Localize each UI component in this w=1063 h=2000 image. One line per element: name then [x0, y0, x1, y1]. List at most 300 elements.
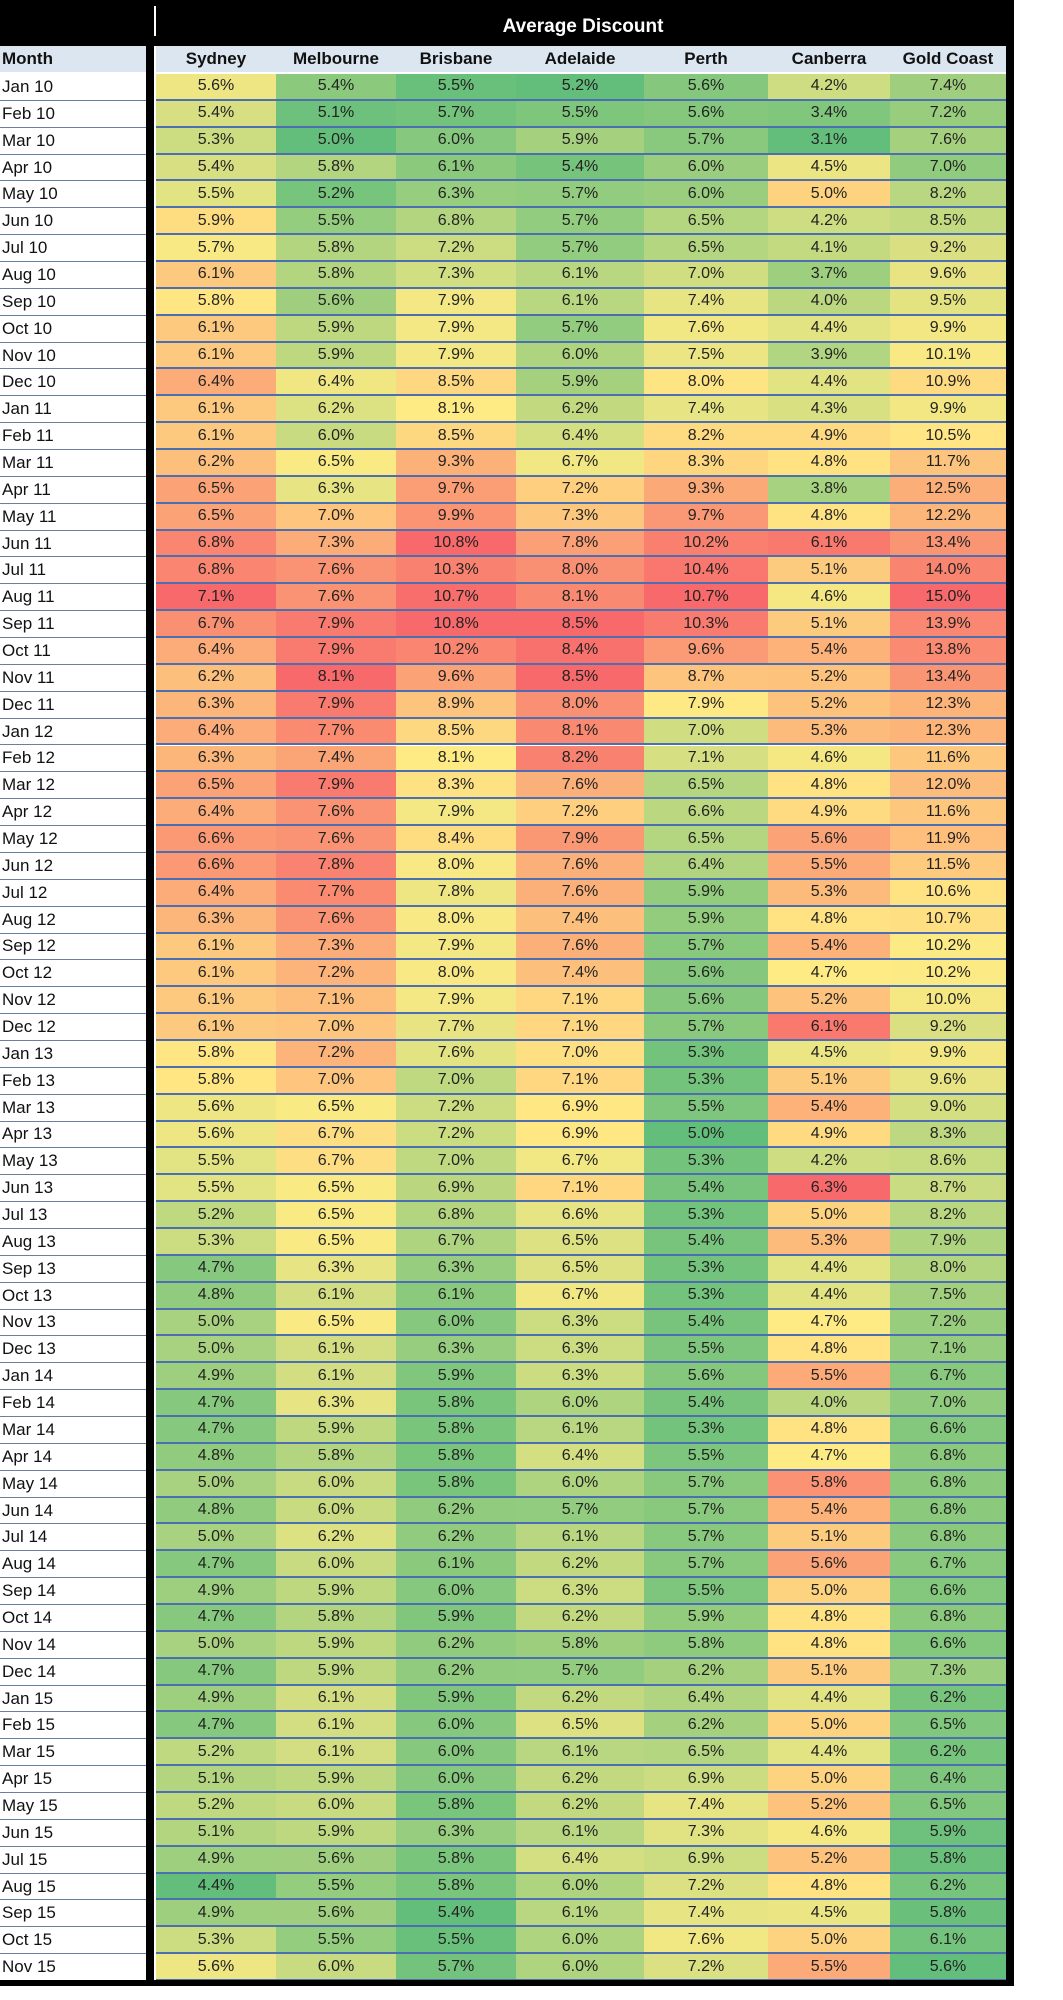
- heatmap-cell: 4.0%: [768, 289, 890, 316]
- heatmap-cell: 15.0%: [890, 584, 1006, 611]
- heatmap-cell: 6.5%: [644, 208, 768, 235]
- column-header-perth: Perth: [644, 46, 768, 72]
- heatmap-cell: 4.2%: [768, 208, 890, 235]
- row-label: May 11: [0, 504, 146, 531]
- heatmap-cell: 5.3%: [768, 880, 890, 907]
- heatmap-cell: 5.9%: [644, 1605, 768, 1632]
- heatmap-cell: 8.1%: [516, 719, 644, 746]
- heatmap-cell: 4.4%: [768, 316, 890, 343]
- heatmap-cell: 8.5%: [516, 665, 644, 692]
- heatmap-cell: 6.5%: [890, 1712, 1006, 1739]
- heatmap-cell: 5.5%: [768, 1954, 890, 1981]
- heatmap-cell: 5.7%: [644, 1471, 768, 1498]
- heatmap-cell: 5.6%: [644, 101, 768, 128]
- heatmap-cell: 6.4%: [156, 880, 276, 907]
- heatmap-cell: 7.9%: [396, 289, 516, 316]
- heatmap-cell: 10.8%: [396, 531, 516, 558]
- heatmap-cell: 10.3%: [644, 611, 768, 638]
- heatmap-cell: 6.3%: [156, 907, 276, 934]
- heatmap-cell: 7.0%: [516, 1041, 644, 1068]
- heatmap-cell: 6.2%: [396, 1632, 516, 1659]
- heatmap-cell: 7.0%: [276, 1014, 396, 1041]
- heatmap-cell: 9.6%: [396, 665, 516, 692]
- row-label: Jun 14: [0, 1498, 146, 1525]
- heatmap-cell: 6.3%: [396, 1336, 516, 1363]
- heatmap-cell: 5.6%: [644, 987, 768, 1014]
- heatmap-cell: 5.5%: [156, 181, 276, 208]
- heatmap-cell: 6.3%: [156, 746, 276, 773]
- heatmap-cell: 4.8%: [156, 1498, 276, 1525]
- heatmap-cell: 7.2%: [396, 1095, 516, 1122]
- heatmap-cell: 7.2%: [644, 1954, 768, 1981]
- heatmap-cell: 6.2%: [276, 1524, 396, 1551]
- row-label: Jun 15: [0, 1820, 146, 1847]
- heatmap-cell: 8.0%: [396, 907, 516, 934]
- heatmap-cell: 5.4%: [516, 155, 644, 182]
- heatmap-cell: 13.9%: [890, 611, 1006, 638]
- heatmap-cell: 4.8%: [768, 1336, 890, 1363]
- heatmap-cell: 8.0%: [516, 692, 644, 719]
- heatmap-cell: 5.4%: [768, 1095, 890, 1122]
- heatmap-cell: 5.6%: [156, 74, 276, 101]
- heatmap-cell: 9.0%: [890, 1095, 1006, 1122]
- heatmap-cell: 5.9%: [644, 880, 768, 907]
- heatmap-cell: 8.1%: [516, 584, 644, 611]
- row-label: Dec 11: [0, 692, 146, 719]
- column-header-sydney: Sydney: [156, 46, 276, 72]
- heatmap-cell: 5.0%: [156, 1524, 276, 1551]
- heatmap-cell: 5.8%: [644, 1632, 768, 1659]
- heatmap-cell: 10.2%: [396, 638, 516, 665]
- heatmap-cell: 12.2%: [890, 504, 1006, 531]
- heatmap-cell: 6.2%: [396, 1498, 516, 1525]
- heatmap-cell: 11.5%: [890, 853, 1006, 880]
- heatmap-cell: 9.9%: [890, 396, 1006, 423]
- heatmap-cell: 5.8%: [276, 1605, 396, 1632]
- heatmap-cell: 6.2%: [644, 1659, 768, 1686]
- heatmap-cell: 9.9%: [890, 316, 1006, 343]
- heatmap-cell: 8.0%: [890, 1256, 1006, 1283]
- heatmap-cell: 6.4%: [516, 423, 644, 450]
- heatmap-cell: 7.6%: [276, 584, 396, 611]
- heatmap-cell: 5.6%: [276, 1900, 396, 1927]
- row-label: Nov 12: [0, 987, 146, 1014]
- heatmap-cell: 6.7%: [276, 1148, 396, 1175]
- heatmap-cell: 5.6%: [644, 1363, 768, 1390]
- heatmap-cell: 9.9%: [396, 504, 516, 531]
- heatmap-cell: 7.4%: [644, 1900, 768, 1927]
- heatmap-cell: 6.3%: [276, 1390, 396, 1417]
- heatmap-cell: 7.9%: [396, 343, 516, 370]
- heatmap-cell: 7.6%: [644, 1927, 768, 1954]
- heatmap-cell: 5.8%: [890, 1847, 1006, 1874]
- heatmap-cell: 5.0%: [156, 1336, 276, 1363]
- column-header-adelaide: Adelaide: [516, 46, 644, 72]
- heatmap-cell: 5.2%: [516, 74, 644, 101]
- heatmap-cell: 7.5%: [890, 1283, 1006, 1310]
- heatmap-cell: 5.7%: [396, 1954, 516, 1981]
- heatmap-cell: 5.2%: [768, 665, 890, 692]
- heatmap-cell: 6.0%: [396, 1310, 516, 1337]
- heatmap-cell: 6.5%: [516, 1229, 644, 1256]
- heatmap-cell: 4.8%: [768, 504, 890, 531]
- heatmap-cell: 6.7%: [516, 450, 644, 477]
- heatmap-cell: 5.7%: [396, 101, 516, 128]
- heatmap-cell: 10.2%: [890, 960, 1006, 987]
- heatmap-cell: 5.4%: [644, 1175, 768, 1202]
- heatmap-cell: 6.1%: [156, 987, 276, 1014]
- row-label: Feb 10: [0, 101, 146, 128]
- heatmap-cell: 5.3%: [644, 1283, 768, 1310]
- row-label: Nov 14: [0, 1632, 146, 1659]
- heatmap-cell: 6.8%: [890, 1605, 1006, 1632]
- heatmap-cell: 5.5%: [396, 74, 516, 101]
- row-label: Feb 13: [0, 1068, 146, 1095]
- heatmap-cell: 5.1%: [768, 1068, 890, 1095]
- heatmap-cell: 7.6%: [516, 772, 644, 799]
- heatmap-cell: 6.1%: [156, 423, 276, 450]
- heatmap-cell: 6.5%: [276, 1310, 396, 1337]
- heatmap-cell: 7.6%: [276, 557, 396, 584]
- heatmap-cell: 7.1%: [156, 584, 276, 611]
- heatmap-cell: 5.8%: [396, 1471, 516, 1498]
- heatmap-cell: 5.4%: [396, 1900, 516, 1927]
- row-label: Aug 13: [0, 1229, 146, 1256]
- row-label: Oct 13: [0, 1283, 146, 1310]
- heatmap-cell: 5.3%: [156, 1229, 276, 1256]
- row-label: Apr 14: [0, 1444, 146, 1471]
- heatmap-cell: 5.3%: [644, 1417, 768, 1444]
- heatmap-cell: 5.5%: [156, 1148, 276, 1175]
- heatmap-cell: 5.9%: [276, 1820, 396, 1847]
- heatmap-cell: 5.7%: [644, 1524, 768, 1551]
- heatmap-cell: 5.5%: [516, 101, 644, 128]
- heatmap-cell: 6.0%: [276, 1954, 396, 1981]
- heatmap-cell: 6.3%: [516, 1336, 644, 1363]
- heatmap-cell: 5.5%: [644, 1444, 768, 1471]
- heatmap-cell: 4.7%: [156, 1256, 276, 1283]
- heatmap-cell: 8.0%: [396, 960, 516, 987]
- heatmap-cell: 5.3%: [644, 1202, 768, 1229]
- heatmap-cell: 5.6%: [644, 960, 768, 987]
- heatmap-cell: 7.7%: [276, 880, 396, 907]
- heatmap-cell: 4.5%: [768, 1900, 890, 1927]
- heatmap-cell: 4.8%: [768, 450, 890, 477]
- heatmap-cell: 7.9%: [890, 1229, 1006, 1256]
- heatmap-cell: 7.3%: [890, 1659, 1006, 1686]
- row-label: Nov 15: [0, 1954, 146, 1981]
- heatmap-cell: 3.7%: [768, 262, 890, 289]
- heatmap-cell: 8.5%: [516, 611, 644, 638]
- row-label: Jul 10: [0, 235, 146, 262]
- heatmap-cell: 5.5%: [276, 1874, 396, 1901]
- heatmap-cell: 7.1%: [516, 1068, 644, 1095]
- heatmap-cell: 7.0%: [890, 1390, 1006, 1417]
- heatmap-cell: 4.8%: [768, 1632, 890, 1659]
- heatmap-cell: 4.2%: [768, 74, 890, 101]
- heatmap-cell: 6.4%: [156, 369, 276, 396]
- heatmap-cell: 5.4%: [768, 638, 890, 665]
- heatmap-cell: 5.3%: [644, 1256, 768, 1283]
- heatmap-cell: 5.6%: [768, 826, 890, 853]
- heatmap-cell: 10.9%: [890, 369, 1006, 396]
- heatmap-cell: 10.4%: [644, 557, 768, 584]
- heatmap-cell: 7.5%: [644, 343, 768, 370]
- heatmap-cell: 5.6%: [276, 1847, 396, 1874]
- heatmap-cell: 6.2%: [396, 1659, 516, 1686]
- heatmap-cell: 6.1%: [516, 262, 644, 289]
- heatmap-cell: 5.2%: [156, 1739, 276, 1766]
- row-label: Mar 11: [0, 450, 146, 477]
- heatmap-cell: 4.7%: [156, 1551, 276, 1578]
- row-label: Jun 11: [0, 531, 146, 558]
- heatmap-cell: 10.6%: [890, 880, 1006, 907]
- heatmap-cell: 6.1%: [516, 1820, 644, 1847]
- row-label: Jul 11: [0, 557, 146, 584]
- heatmap-cell: 6.6%: [156, 826, 276, 853]
- heatmap-cell: 8.4%: [516, 638, 644, 665]
- heatmap-cell: 7.9%: [396, 799, 516, 826]
- row-label: Jan 12: [0, 719, 146, 746]
- row-label: Mar 14: [0, 1417, 146, 1444]
- heatmap-cell: 5.1%: [768, 1524, 890, 1551]
- heatmap-cell: 5.8%: [396, 1793, 516, 1820]
- heatmap-cell: 6.5%: [644, 235, 768, 262]
- heatmap-cell: 7.0%: [644, 719, 768, 746]
- row-label: Aug 15: [0, 1874, 146, 1901]
- row-label: May 13: [0, 1148, 146, 1175]
- heatmap-cell: 5.5%: [644, 1336, 768, 1363]
- heatmap-cell: 5.7%: [516, 181, 644, 208]
- heatmap-cell: 3.4%: [768, 101, 890, 128]
- heatmap-cell: 7.7%: [396, 1014, 516, 1041]
- heatmap-cell: 5.8%: [396, 1390, 516, 1417]
- heatmap-cell: 7.6%: [890, 128, 1006, 155]
- heatmap-cell: 4.8%: [768, 772, 890, 799]
- heatmap-cell: 6.1%: [768, 531, 890, 558]
- heatmap-cell: 7.8%: [396, 880, 516, 907]
- heatmap-cell: 5.7%: [644, 128, 768, 155]
- heatmap-cell: 7.9%: [276, 638, 396, 665]
- row-label: Sep 12: [0, 934, 146, 961]
- heatmap-cell: 6.4%: [156, 638, 276, 665]
- heatmap-cell: 5.0%: [156, 1310, 276, 1337]
- heatmap-cell: 6.4%: [644, 1686, 768, 1713]
- heatmap-cell: 5.7%: [516, 316, 644, 343]
- heatmap-cell: 9.3%: [644, 477, 768, 504]
- heatmap-cell: 6.9%: [396, 1175, 516, 1202]
- heatmap-cell: 7.1%: [516, 987, 644, 1014]
- heatmap-cell: 6.9%: [644, 1766, 768, 1793]
- heatmap-cell: 6.2%: [890, 1874, 1006, 1901]
- heatmap-cell: 5.9%: [396, 1363, 516, 1390]
- heatmap-cell: 7.4%: [644, 289, 768, 316]
- heatmap-cell: 8.1%: [396, 746, 516, 773]
- heatmap-cell: 5.2%: [768, 692, 890, 719]
- heatmap-cell: 6.0%: [396, 1578, 516, 1605]
- row-label: Jan 13: [0, 1041, 146, 1068]
- row-label: Jul 13: [0, 1202, 146, 1229]
- row-label: Sep 10: [0, 289, 146, 316]
- heatmap-cell: 7.7%: [276, 719, 396, 746]
- heatmap-cell: 3.8%: [768, 477, 890, 504]
- heatmap-cell: 5.6%: [156, 1122, 276, 1149]
- heatmap-cell: 6.8%: [156, 557, 276, 584]
- heatmap-cell: 5.8%: [276, 155, 396, 182]
- row-label: Mar 15: [0, 1739, 146, 1766]
- heatmap-cell: 7.2%: [276, 960, 396, 987]
- heatmap-cell: 6.2%: [890, 1686, 1006, 1713]
- heatmap-cell: 6.6%: [890, 1578, 1006, 1605]
- heatmap-cell: 6.8%: [890, 1444, 1006, 1471]
- heatmap-cell: 6.1%: [890, 1927, 1006, 1954]
- row-label: Feb 14: [0, 1390, 146, 1417]
- heatmap-cell: 4.2%: [768, 1148, 890, 1175]
- heatmap-cell: 4.4%: [768, 1283, 890, 1310]
- heatmap-cell: 6.4%: [516, 1847, 644, 1874]
- heatmap-cell: 9.2%: [890, 235, 1006, 262]
- heatmap-cell: 5.5%: [768, 853, 890, 880]
- heatmap-cell: 6.8%: [890, 1498, 1006, 1525]
- column-header-canberra: Canberra: [768, 46, 890, 72]
- row-label: Oct 15: [0, 1927, 146, 1954]
- heatmap-cell: 9.2%: [890, 1014, 1006, 1041]
- heatmap-cell: 4.8%: [156, 1283, 276, 1310]
- heatmap-cell: 4.7%: [156, 1605, 276, 1632]
- heatmap-cell: 6.2%: [516, 396, 644, 423]
- heatmap-cell: 5.9%: [516, 369, 644, 396]
- column-divider: [146, 0, 154, 1986]
- heatmap-cell: 5.1%: [156, 1766, 276, 1793]
- row-label: Jan 15: [0, 1686, 146, 1713]
- heatmap-cell: 9.9%: [890, 1041, 1006, 1068]
- heatmap-cell: 7.2%: [516, 799, 644, 826]
- heatmap-cell: 5.5%: [396, 1927, 516, 1954]
- row-label: Mar 12: [0, 772, 146, 799]
- row-label: Feb 11: [0, 423, 146, 450]
- heatmap-cell: 6.4%: [156, 799, 276, 826]
- heatmap-cell: 6.9%: [516, 1095, 644, 1122]
- heatmap-cell: 7.9%: [396, 934, 516, 961]
- heatmap-cell: 6.1%: [396, 1551, 516, 1578]
- heatmap-cell: 6.4%: [156, 719, 276, 746]
- heatmap-cell: 9.7%: [396, 477, 516, 504]
- heatmap-cell: 7.0%: [396, 1148, 516, 1175]
- column-header-gold-coast: Gold Coast: [890, 46, 1006, 72]
- heatmap-cell: 6.8%: [396, 1202, 516, 1229]
- heatmap-cell: 5.6%: [890, 1954, 1006, 1981]
- row-label: Aug 10: [0, 262, 146, 289]
- heatmap-cell: 7.1%: [516, 1014, 644, 1041]
- heatmap-cell: 8.0%: [396, 853, 516, 880]
- heatmap-cell: 7.1%: [890, 1336, 1006, 1363]
- heatmap-cell: 5.7%: [516, 208, 644, 235]
- heatmap-cell: 6.1%: [276, 1686, 396, 1713]
- heatmap-cell: 8.3%: [644, 450, 768, 477]
- row-label: Aug 12: [0, 907, 146, 934]
- heatmap-cell: 5.6%: [276, 289, 396, 316]
- heatmap-cell: 4.4%: [768, 369, 890, 396]
- heatmap-cell: 9.5%: [890, 289, 1006, 316]
- heatmap-cell: 5.8%: [396, 1874, 516, 1901]
- heatmap-cell: 4.9%: [768, 423, 890, 450]
- bottom-border: [0, 1980, 1014, 1986]
- row-label: Apr 10: [0, 155, 146, 182]
- heatmap-cell: 4.0%: [768, 1390, 890, 1417]
- row-label: Feb 15: [0, 1712, 146, 1739]
- heatmap-cell: 6.1%: [396, 155, 516, 182]
- heatmap-cell: 4.9%: [156, 1847, 276, 1874]
- heatmap-cell: 6.7%: [890, 1551, 1006, 1578]
- heatmap-cell: 5.0%: [644, 1122, 768, 1149]
- heatmap-cell: 13.8%: [890, 638, 1006, 665]
- heatmap-cell: 5.6%: [768, 1551, 890, 1578]
- heatmap-cell: 6.2%: [644, 1712, 768, 1739]
- heatmap-cell: 5.5%: [644, 1095, 768, 1122]
- heatmap-cell: 5.8%: [156, 1041, 276, 1068]
- heatmap-cell: 5.1%: [156, 1820, 276, 1847]
- heatmap-cell: 7.1%: [644, 746, 768, 773]
- heatmap-cell: 5.0%: [768, 181, 890, 208]
- row-label: Oct 10: [0, 316, 146, 343]
- heatmap-cell: 6.5%: [276, 1175, 396, 1202]
- heatmap-cell: 5.0%: [768, 1766, 890, 1793]
- heatmap-cell: 5.9%: [644, 907, 768, 934]
- heatmap-cell: 6.5%: [156, 504, 276, 531]
- heatmap-cell: 5.2%: [768, 987, 890, 1014]
- heatmap-cell: 6.2%: [516, 1793, 644, 1820]
- heatmap-cell: 11.7%: [890, 450, 1006, 477]
- heatmap-cell: 5.0%: [156, 1632, 276, 1659]
- heatmap-cell: 6.0%: [276, 1498, 396, 1525]
- heatmap-cell: 6.1%: [156, 1014, 276, 1041]
- heatmap-cell: 7.6%: [644, 316, 768, 343]
- heatmap-cell: 5.8%: [396, 1847, 516, 1874]
- heatmap-cell: 7.3%: [276, 934, 396, 961]
- heatmap-cell: 3.9%: [768, 343, 890, 370]
- row-label: May 12: [0, 826, 146, 853]
- heatmap-cell: 7.2%: [396, 235, 516, 262]
- heatmap-cell: 6.7%: [396, 1229, 516, 1256]
- row-label: May 14: [0, 1471, 146, 1498]
- heatmap-cell: 6.0%: [516, 1927, 644, 1954]
- heatmap-cell: 7.3%: [396, 262, 516, 289]
- heatmap-cell: 5.8%: [396, 1417, 516, 1444]
- heatmap-cell: 6.7%: [516, 1148, 644, 1175]
- heatmap-cell: 5.1%: [276, 101, 396, 128]
- heatmap-cell: 4.9%: [768, 1122, 890, 1149]
- heatmap-cell: 8.5%: [396, 423, 516, 450]
- heatmap-cell: 12.5%: [890, 477, 1006, 504]
- heatmap-cell: 7.2%: [890, 1310, 1006, 1337]
- heatmap-cell: 6.0%: [276, 423, 396, 450]
- heatmap-cell: 5.9%: [276, 1659, 396, 1686]
- heatmap-cell: 4.6%: [768, 584, 890, 611]
- heatmap-cell: 7.1%: [276, 987, 396, 1014]
- heatmap-cell: 14.0%: [890, 557, 1006, 584]
- heatmap-cell: 7.2%: [644, 1874, 768, 1901]
- heatmap-cell: 4.5%: [768, 1041, 890, 1068]
- heatmap-cell: 5.8%: [276, 1444, 396, 1471]
- heatmap-cell: 7.4%: [276, 746, 396, 773]
- heatmap-cell: 5.3%: [768, 1229, 890, 1256]
- heatmap-cell: 7.0%: [276, 1068, 396, 1095]
- heatmap-cell: 5.4%: [768, 1498, 890, 1525]
- heatmap-cell: 6.2%: [890, 1739, 1006, 1766]
- heatmap-cell: 5.9%: [156, 208, 276, 235]
- row-label: Sep 14: [0, 1578, 146, 1605]
- heatmap-cell: 6.3%: [768, 1175, 890, 1202]
